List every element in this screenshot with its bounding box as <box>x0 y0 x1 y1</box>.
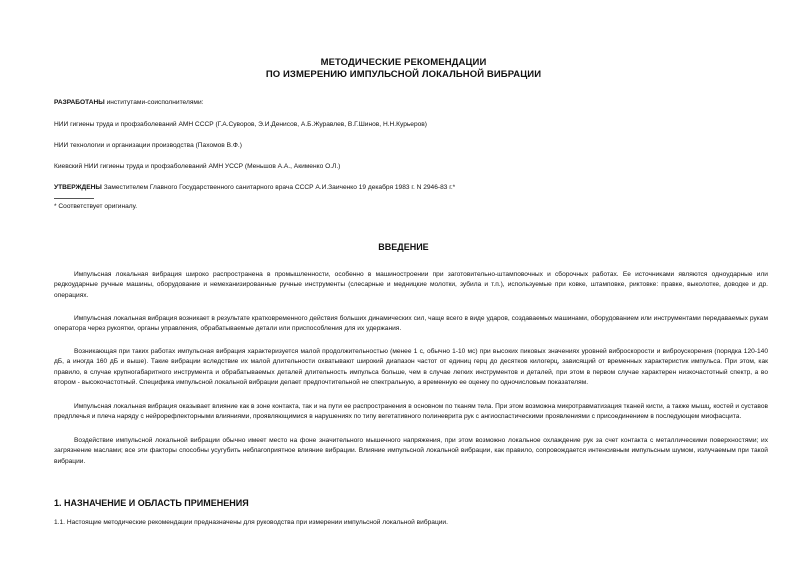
institution-3: Киевский НИИ гигиены труда и профзаболеваний АМН УССР (Меньшов А.А., Акименко О.Л.) <box>54 163 341 170</box>
approved-label: УТВЕРЖДЕНЫ <box>54 184 102 191</box>
intro-paragraph-4: Импульсная локальная вибрация оказывает влияние как в зоне контакта, так и на пути ее распространения в основном по тканям тела. При этом возможна микротравматизация тканей кисти, а также мышц, костей и суставов предплечья и плеча наряду с нейрорефлекторными влияниями, проявляющимися в нарушениях по типу вегетативного полиневрита рук с ангиоспастическими проявлениями с присоединением в последующем миофасцита. <box>54 403 768 421</box>
intro-heading: ВВЕДЕНИЕ <box>378 242 429 252</box>
intro-paragraph-1: Импульсная локальная вибрация широко распространена в промышленности, особенно в машиностроении при заготовительно-штамповочных и сборочных работах. Ее источниками являются однoударные или редкоударные ручные машины, оборудование и немеханизированные ручные инструменты (слесарные и медницкие молотки, зубила и т.п.), используемые при ковке, штамповке, риктовке: правке, выколотке, доводке и др. операциях. <box>54 271 768 299</box>
document-title-line-2: ПО ИЗМЕРЕНИЮ ИМПУЛЬСНОЙ ЛОКАЛЬНОЙ ВИБРАЦИИ <box>265 69 542 80</box>
intro-paragraph-3: Возникающая при таких работах импульсная вибрация характеризуется малой продолжительностью (менее 1 с, обычно 1-10 мс) при высоких пиковых значениях уровней виброскорости и виброускорения (порядка 120-140 дБ, а иногда 160 дБ и выше). Такие вибрации вследствие их малой длительности охватывают широкий диапазон частот от единиц герц до десятков килогерц, зависящий от временных характеристик импульса. При этом, как правило, в случае крупногабаритного инструмента и обрабатываемых деталей длительность импульса больше, чем в случае легких инструментов и деталей, при этом в первом случае характерен низкочастотный спектр, а во втором - высокочастотный. Специфика импульсной локальной вибрации делает предпочтительной не спектральную, а временную ее оценку по одночисловым показателям. <box>54 348 768 387</box>
intro-paragraph-2: Импульсная локальная вибрация возникает в результате кратковременного действия больших динамических сил, чаще всего в виде ударов, создаваемых машинами, оборудованием или инструментами передаваемых рукам оператора через рукоятки, органы управления, обрабатываемые детали или приспособления для их удержания. <box>54 315 768 333</box>
approved-by <box>54 184 774 192</box>
document-title-line-1: МЕТОДИЧЕСКИЕ РЕКОМЕНДАЦИИ <box>320 57 487 68</box>
footnote-divider <box>54 198 94 199</box>
developed-text: институтами-соисполнителями: <box>104 99 204 106</box>
footnote: * Соответствует оригиналу. <box>54 203 138 210</box>
institution-2: НИИ технологии и организации производства (Пахомов В.Ф.) <box>54 142 242 149</box>
developed-label: РАЗРАБОТАНЫ <box>54 99 105 106</box>
section-1-heading: 1. НАЗНАЧЕНИЕ И ОБЛАСТЬ ПРИМЕНЕНИЯ <box>54 498 249 508</box>
developed-by <box>54 99 774 107</box>
approved-text: Заместителем Главного Государственного санитарного врача СССР А.И.Заиченко 19 декабря 1983 г. N 2946-83 г.* <box>101 184 456 191</box>
institution-1: НИИ гигиены труда и профзаболеваний АМН СССР (Г.А.Суворов, Э.И.Денисов, А.Б.Журавлев, В.Г.Шинов, Н.Н.Курьеров) <box>54 121 428 128</box>
intro-paragraph-5: Воздействие импульсной локальной вибрации обычно имеет место на фоне значительного мышечного напряжения, при этом возможно локальное охлаждение рук за счет контакта с металлическими поверхностями; их загрязнение маслами; все эти факторы способны усугубить неблагоприятное влияние вибрации. Влияние импульсной локальной вибрации, как правило, сопровождается интенсивным импульсным шумом, излучаемым при такой вибрации. <box>54 437 768 465</box>
section-1-paragraph-1-1: 1.1. Настоящие методические рекомендации предназначены для руководства при измерении импульсной локальной вибрации. <box>54 519 448 526</box>
